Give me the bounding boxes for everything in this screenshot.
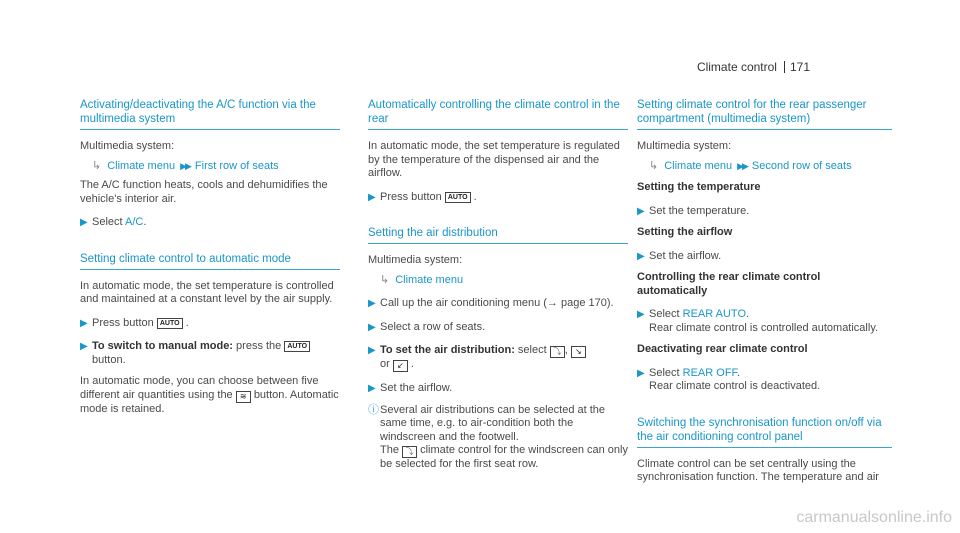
step-text: select: [517, 344, 547, 356]
step-arrow-icon: ▶: [80, 217, 88, 228]
step-text-tail: button.: [92, 353, 126, 366]
double-chevron-icon: ▶▶: [180, 160, 190, 171]
step-rear-off: [637, 367, 892, 394]
text-tail: button. Automatic mode is retained.: [80, 388, 339, 415]
step-arrow-icon: ▶: [368, 191, 376, 203]
info-icon: ⓘ: [368, 403, 379, 416]
step-select-ac: [80, 216, 340, 230]
step-text: Press button: [92, 316, 154, 329]
section-heading-sync: Switching the synchronisation function on/off via the air conditioning control panel: [637, 416, 892, 448]
step-or: or: [380, 358, 390, 370]
return-arrow-icon: ↳: [380, 273, 390, 286]
subheading-rear-auto: Controlling the rear climate control automatically: [637, 271, 821, 297]
section-heading-ac: Activating/deactivating the A/C function via the multimedia system: [80, 98, 340, 130]
section-heading-auto: Setting climate control to automatic mode: [80, 252, 340, 270]
header-divider: [784, 61, 785, 73]
step-arrow-icon: ▶: [368, 345, 376, 356]
return-arrow-icon: ↳: [649, 159, 659, 172]
info-note: [368, 404, 628, 472]
menu-link-climate: Climate menu: [107, 159, 176, 172]
step-call-up-menu: [368, 297, 628, 311]
step-text: press the: [236, 340, 282, 352]
step-arrow-icon: ▶: [80, 317, 88, 329]
step-text: Set the airflow.: [380, 382, 453, 394]
step-press-auto: ▶ Press button AUTO .: [368, 190, 477, 203]
step-punct: .: [737, 366, 741, 379]
windscreen-airflow-icon: ⤵: [550, 346, 565, 358]
auto-key-icon: AUTO: [284, 341, 310, 352]
body-airflow-icon: ↘: [571, 346, 586, 358]
step-set-temperature: [637, 205, 892, 219]
air-quantity-text: [80, 375, 340, 416]
menu-path: [637, 160, 892, 174]
multimedia-label: Multimedia system:: [368, 254, 463, 266]
step-text: Select: [92, 216, 126, 228]
menu-link-second-row: Second row of seats: [751, 159, 852, 172]
note-text: Several air distributions can be selected at the same time, e.g. to air-condition both the windscreen and the footwell.: [380, 403, 606, 443]
step-text: Select: [649, 366, 683, 379]
step-rear-auto: [637, 308, 892, 335]
subheading-airflow: Setting the airflow: [637, 226, 733, 238]
page-number: 171: [789, 60, 810, 74]
note-text-tail: climate control for the windscreen can only be selected for the first seat row.: [380, 444, 628, 470]
double-chevron-icon: ▶▶: [737, 160, 747, 171]
step-arrow-icon: ▶: [368, 321, 376, 333]
menu-link-first-row: First row of seats: [194, 159, 279, 172]
step-arrow-icon: ▶: [80, 341, 88, 352]
column-2: [368, 98, 628, 476]
step-set-airflow: [637, 250, 892, 264]
rear-auto-option: REAR AUTO: [682, 308, 747, 320]
rear-off-option: REAR OFF: [682, 366, 738, 379]
step-set-airflow: [368, 382, 628, 396]
section-heading-air-distribution: Setting the air distribution: [368, 226, 628, 244]
section-heading-rear-auto: Automatically controlling the climate control in the rear: [368, 98, 628, 130]
watermark: carmanualsonline.info: [796, 509, 952, 526]
subheading-rear-off: Deactivating rear climate control: [637, 343, 808, 355]
step-result: Rear climate control is deactivated.: [649, 380, 821, 392]
step-arrow-icon: ▶: [637, 367, 645, 379]
auto-key-icon: AUTO: [445, 192, 471, 203]
menu-path: [80, 160, 340, 174]
step-manual-mode: [80, 340, 340, 367]
windscreen-airflow-icon: ⤵: [402, 446, 417, 458]
return-arrow-icon: ↳: [92, 159, 102, 172]
step-press-auto: ▶ Press button AUTO .: [80, 316, 189, 329]
multimedia-label: Multimedia system:: [637, 140, 732, 152]
step-arrow-icon: ▶: [637, 205, 645, 217]
footwell-airflow-icon: ↙: [393, 360, 408, 372]
step-set-distribution: ▶ To set the air distribution: select ⤵ , ↘ or ↙ .: [368, 344, 628, 372]
step-text: Set the temperature.: [649, 204, 750, 217]
step-arrow-icon: ▶: [368, 383, 376, 394]
ac-description: The A/C function heats, cools and dehumidifies the vehicle's interior air.: [80, 179, 328, 205]
step-text: Set the airflow.: [649, 249, 722, 262]
fan-icon: ≋: [236, 391, 251, 403]
menu-link-climate: Climate menu: [395, 273, 464, 286]
step-text: Select a row of seats.: [380, 320, 486, 333]
step-arrow-icon: ▶: [637, 309, 645, 320]
step-text: Press button: [380, 190, 442, 203]
column-1: [80, 98, 340, 422]
multimedia-label: Multimedia system:: [80, 140, 175, 152]
section-heading-rear-compartment: Setting climate control for the rear passenger compartment (multimedia system): [637, 98, 892, 130]
step-text: Select: [649, 308, 683, 320]
page-header: [697, 60, 810, 74]
menu-path: [368, 274, 628, 288]
menu-link-climate: Climate menu: [664, 159, 733, 172]
step-bold-label: To set the air distribution:: [380, 344, 515, 356]
step-punct: .: [746, 308, 750, 320]
subheading-temperature: Setting the temperature: [637, 181, 761, 193]
auto-key-icon: AUTO: [157, 318, 183, 329]
step-arrow-icon: ▶: [368, 298, 376, 309]
step-arrow-icon: ▶: [637, 250, 645, 262]
step-select-row: [368, 321, 628, 335]
auto-description: In automatic mode, the set temperature is controlled and maintained at a constant level by the air supply.: [80, 279, 334, 305]
column-3: [637, 98, 892, 491]
section-title: Climate control: [696, 60, 777, 74]
step-bold-label: To switch to manual mode:: [92, 340, 233, 352]
ac-option: A/C: [125, 216, 144, 228]
note-text: The: [380, 444, 399, 456]
step-punct: .: [143, 216, 147, 228]
text: In automatic mode, you can choose between five different air quantities using the: [80, 375, 319, 401]
sync-description: Climate control can be set centrally using the synchronisation function. The temperature and air: [637, 457, 879, 483]
step-text: Call up the air conditioning menu (→ page 170).: [380, 297, 614, 309]
step-result: Rear climate control is controlled automatically.: [649, 321, 879, 334]
rear-auto-description: In automatic mode, the set temperature is regulated by the temperature of the dispensed air and the airflow.: [368, 140, 620, 179]
